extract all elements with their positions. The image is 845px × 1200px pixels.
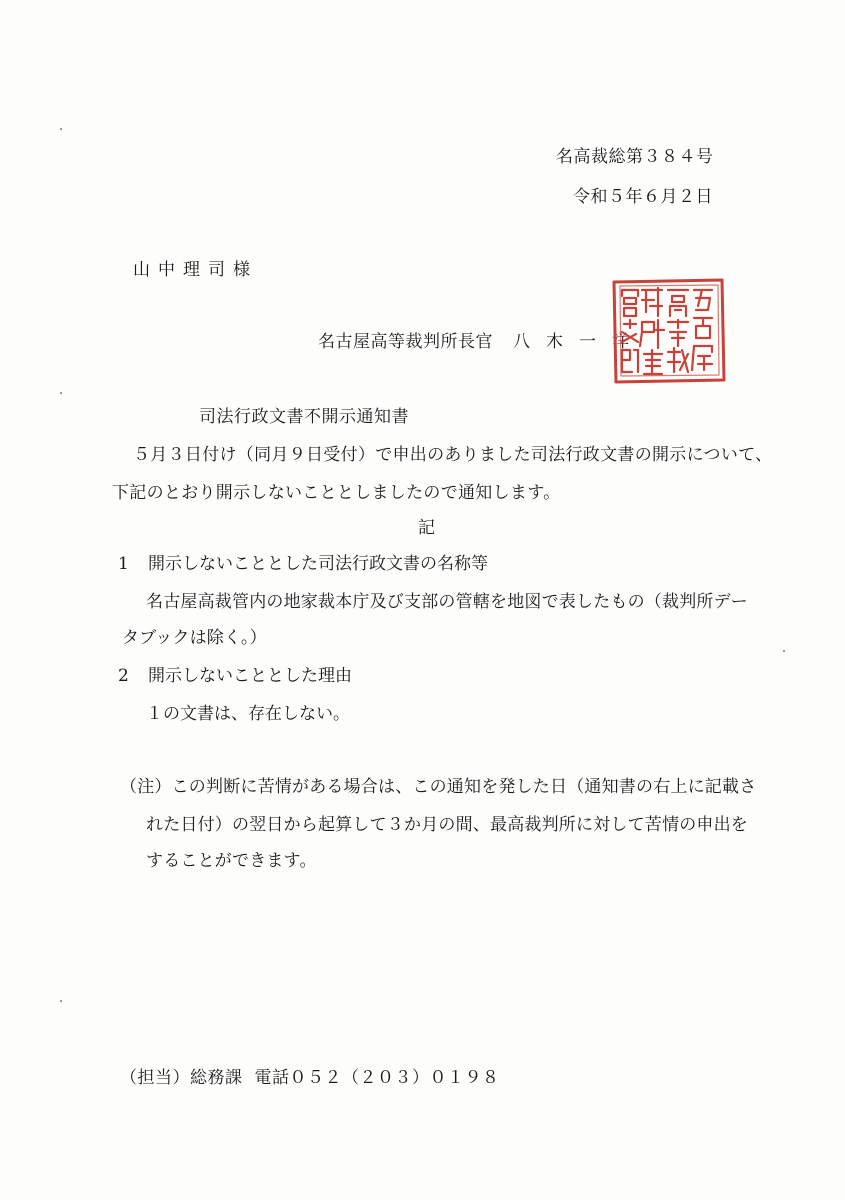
item-text-line: 名古屋高裁管内の地家裁本庁及び支部の管轄を地図で表したもの（裁判所デー (146, 592, 748, 612)
document-title: 司法行政文書不開示通知書 (199, 407, 409, 427)
sender-organization: 名古屋高等裁判所長官 (318, 332, 493, 352)
scan-speck (60, 1000, 62, 1002)
document-date: 令和５年６月２日 (573, 187, 713, 207)
contact-phone: 電話０５２（２０３）０１９８ (254, 1068, 500, 1088)
item-number: 1 (118, 554, 129, 574)
body-text-line: ５月３日付け（同月９日受付）で申出のありました司法行政文書の開示について、 (133, 445, 773, 465)
sender-line (318, 331, 645, 353)
contact-info (120, 1067, 500, 1089)
note-text-line: することができます。 (146, 851, 317, 871)
body-text-line: 下記のとおり開示しないこととしましたので通知します。 (112, 483, 561, 503)
official-seal (610, 276, 728, 386)
item-text-line: タブックは除く。） (122, 628, 267, 648)
scan-speck (60, 392, 62, 394)
sender-name: 八木一洋 (513, 332, 645, 352)
scan-speck (783, 650, 785, 652)
ki-heading: 記 (418, 518, 435, 538)
recipient-name: 山中理司様 (133, 260, 258, 280)
scan-speck (60, 128, 62, 130)
item-heading (118, 665, 352, 687)
item-heading (118, 553, 488, 575)
contact-label: （担当）総務課 (120, 1068, 243, 1088)
note-text-line: （注）この判断に苦情がある場合は、この通知を発した日（通知書の右上に記載さ (120, 777, 757, 797)
item-text-line: １の文書は、存在しない。 (146, 704, 350, 724)
item-heading-text: 開示しないこととした司法行政文書の名称等 (148, 554, 488, 574)
item-number: 2 (118, 666, 129, 686)
item-heading-text: 開示しないこととした理由 (148, 666, 352, 686)
note-text-line: れた日付）の翌日から起算して３か月の間、最高裁判所に対して苦情の申出を (146, 815, 748, 835)
document-number: 名高裁総第３８４号 (556, 147, 714, 167)
